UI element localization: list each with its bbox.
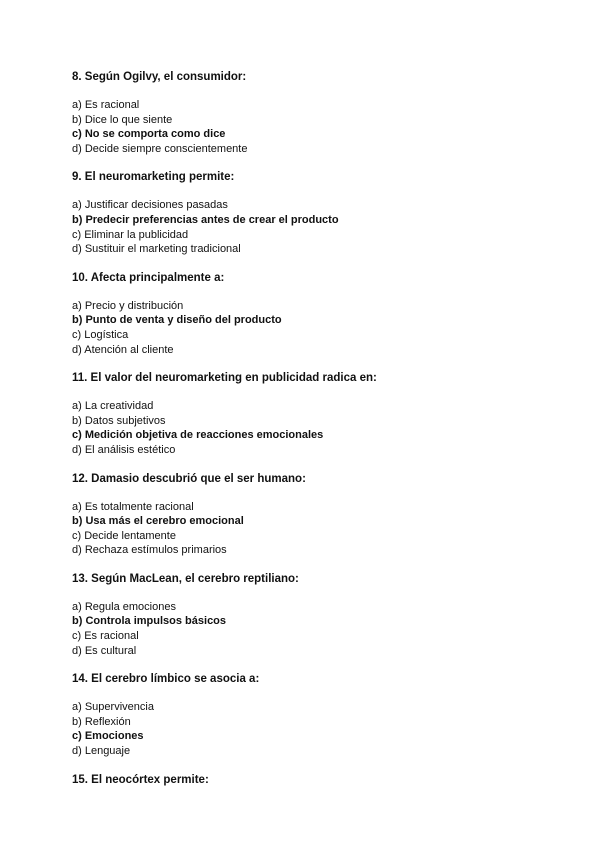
answer-option: d) Sustituir el marketing tradicional xyxy=(72,243,241,256)
answer-option: c) Logística xyxy=(72,328,129,341)
question-title: 11. El valor del neuromarketing en publicidad radica en: xyxy=(72,372,377,385)
question-block xyxy=(72,271,542,357)
answer-option: d) Atención al cliente xyxy=(72,343,174,356)
answer-option: d) Decide siempre conscientemente xyxy=(72,142,248,155)
question-block xyxy=(72,70,542,156)
question-title: 13. Según MacLean, el cerebro reptiliano: xyxy=(72,572,299,585)
question-block xyxy=(72,672,542,758)
answer-option: b) Datos subjetivos xyxy=(72,414,166,427)
answer-option-correct: b) Usa más el cerebro emocional xyxy=(72,515,244,528)
question-block xyxy=(72,371,542,457)
answer-option-correct: b) Predecir preferencias antes de crear el producto xyxy=(72,213,339,226)
answer-option: c) Eliminar la publicidad xyxy=(72,228,189,241)
answer-option: d) El análisis estético xyxy=(72,443,176,456)
question-block xyxy=(72,572,542,658)
question-title: 9. El neuromarketing permite: xyxy=(72,171,235,184)
answer-option: b) Reflexión xyxy=(72,715,131,728)
question-title: 12. Damasio descubrió que el ser humano: xyxy=(72,472,306,485)
answer-option-correct: b) Controla impulsos básicos xyxy=(72,615,227,628)
answer-option: d) Rechaza estímulos primarios xyxy=(72,544,227,557)
question-block xyxy=(72,170,542,256)
answer-option: c) Es racional xyxy=(72,630,139,643)
quiz-content xyxy=(72,70,542,802)
answer-option: d) Es cultural xyxy=(72,644,137,657)
question-title: 14. El cerebro límbico se asocia a: xyxy=(72,673,260,686)
answer-option: b) Dice lo que siente xyxy=(72,113,173,126)
answer-option: d) Lenguaje xyxy=(72,745,131,758)
answer-option: a) La creatividad xyxy=(72,400,154,413)
answer-option: a) Supervivencia xyxy=(72,701,154,714)
question-title: 8. Según Ogilvy, el consumidor: xyxy=(72,71,247,83)
answer-option-correct: b) Punto de venta y diseño del producto xyxy=(72,314,282,327)
answer-option: c) Decide lentamente xyxy=(72,529,176,542)
question-title: 10. Afecta principalmente a: xyxy=(72,271,225,284)
question-block xyxy=(72,472,542,558)
answer-option: a) Es racional xyxy=(72,99,140,111)
answer-option: a) Es totalmente racional xyxy=(72,500,194,513)
answer-option: a) Justificar decisiones pasadas xyxy=(72,199,228,212)
answer-option: a) Regula emociones xyxy=(72,600,176,613)
answer-option-correct: c) No se comporta como dice xyxy=(72,128,226,141)
answer-option-correct: c) Emociones xyxy=(72,730,144,743)
answer-option: a) Precio y distribución xyxy=(72,299,184,312)
answer-option-correct: c) Medición objetiva de reacciones emocionales xyxy=(72,429,324,442)
question-block xyxy=(72,773,542,788)
question-title: 15. El neocórtex permite: xyxy=(72,773,209,786)
